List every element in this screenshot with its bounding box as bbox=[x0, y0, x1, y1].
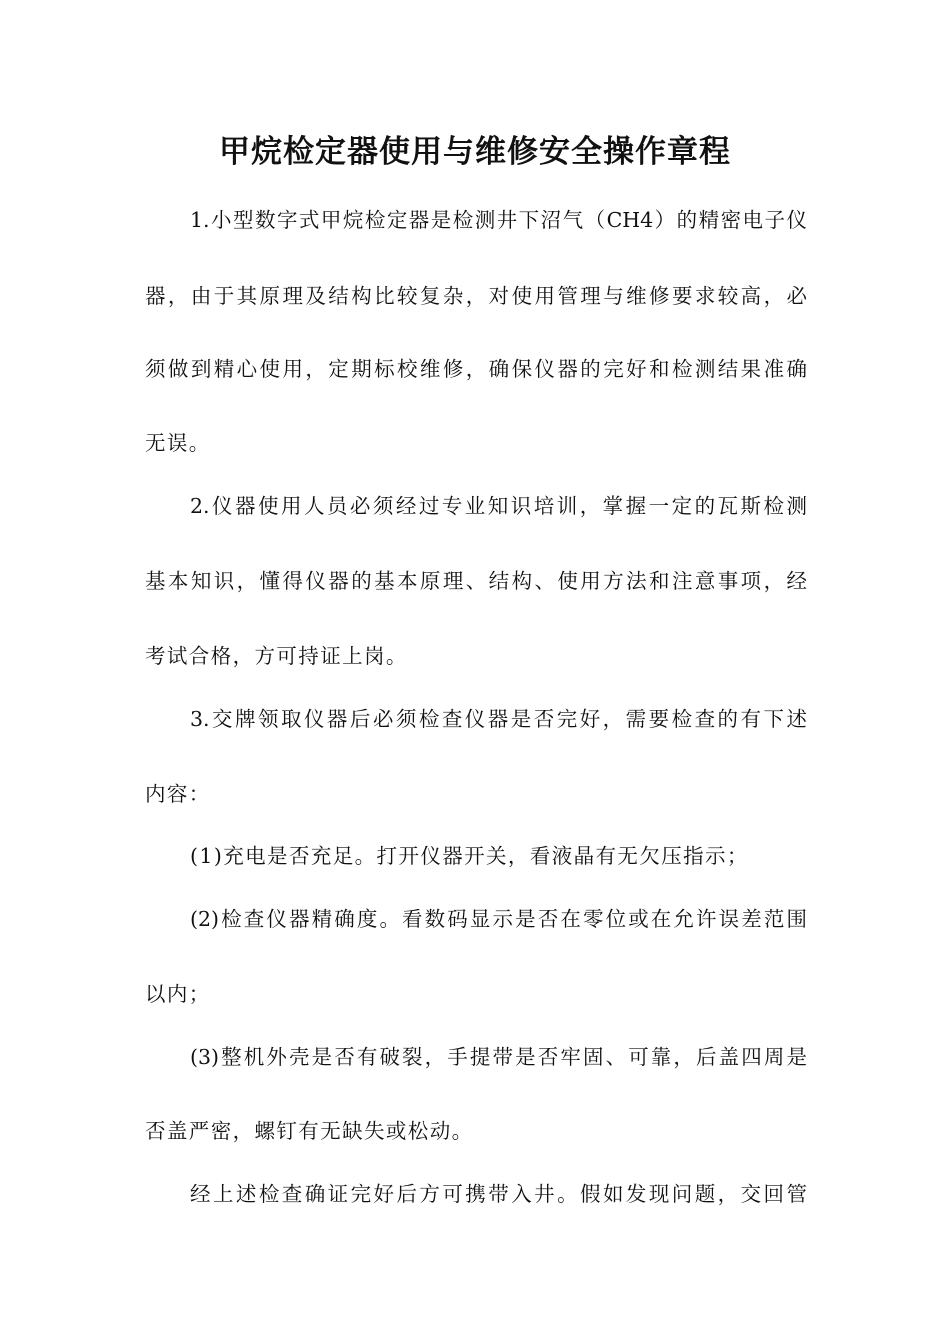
paragraph-4-line-1: 经上述检查确证完好后方可携带入井。假如发现问题，交回管 bbox=[190, 1182, 807, 1206]
item-3-line-2: 否盖严密，螺钉有无缺失或松动。 bbox=[145, 1119, 474, 1143]
item-1-line-1: (1)充电是否充足。打开仪器开关，看液晶有无欠压指示； bbox=[190, 844, 749, 868]
item-3-line-1: (3)整机外壳是否有破裂，手提带是否牢固、可靠，后盖四周是 bbox=[190, 1045, 807, 1069]
item-2-line-2: 以内； bbox=[145, 982, 211, 1006]
paragraph-1-line-3: 须做到精心使用，定期标校维修，确保仪器的完好和检测结果准确 bbox=[145, 357, 807, 381]
paragraph-1-line-1: 1.小型数字式甲烷检定器是检测井下沼气（CH4）的精密电子仪 bbox=[190, 208, 807, 232]
paragraph-3-line-2: 内容： bbox=[145, 782, 211, 806]
document-title: 甲烷检定器使用与维修安全操作章程 bbox=[219, 134, 731, 170]
paragraph-2-line-2: 基本知识，懂得仪器的基本原理、结构、使用方法和注意事项，经 bbox=[145, 569, 807, 593]
paragraph-2-line-3: 考试合格，方可持证上岗。 bbox=[145, 644, 408, 668]
paragraph-1-line-2: 器，由于其原理及结构比较复杂，对使用管理与维修要求较高，必 bbox=[145, 284, 807, 308]
item-2-line-1: (2)检查仪器精确度。看数码显示是否在零位或在允许误差范围 bbox=[190, 907, 807, 931]
paragraph-3-line-1: 3.交牌领取仪器后必须检查仪器是否完好，需要检查的有下述 bbox=[190, 707, 807, 731]
paragraph-1-line-4: 无误。 bbox=[145, 431, 211, 455]
paragraph-2-line-1: 2.仪器使用人员必须经过专业知识培训，掌握一定的瓦斯检测 bbox=[190, 494, 807, 518]
